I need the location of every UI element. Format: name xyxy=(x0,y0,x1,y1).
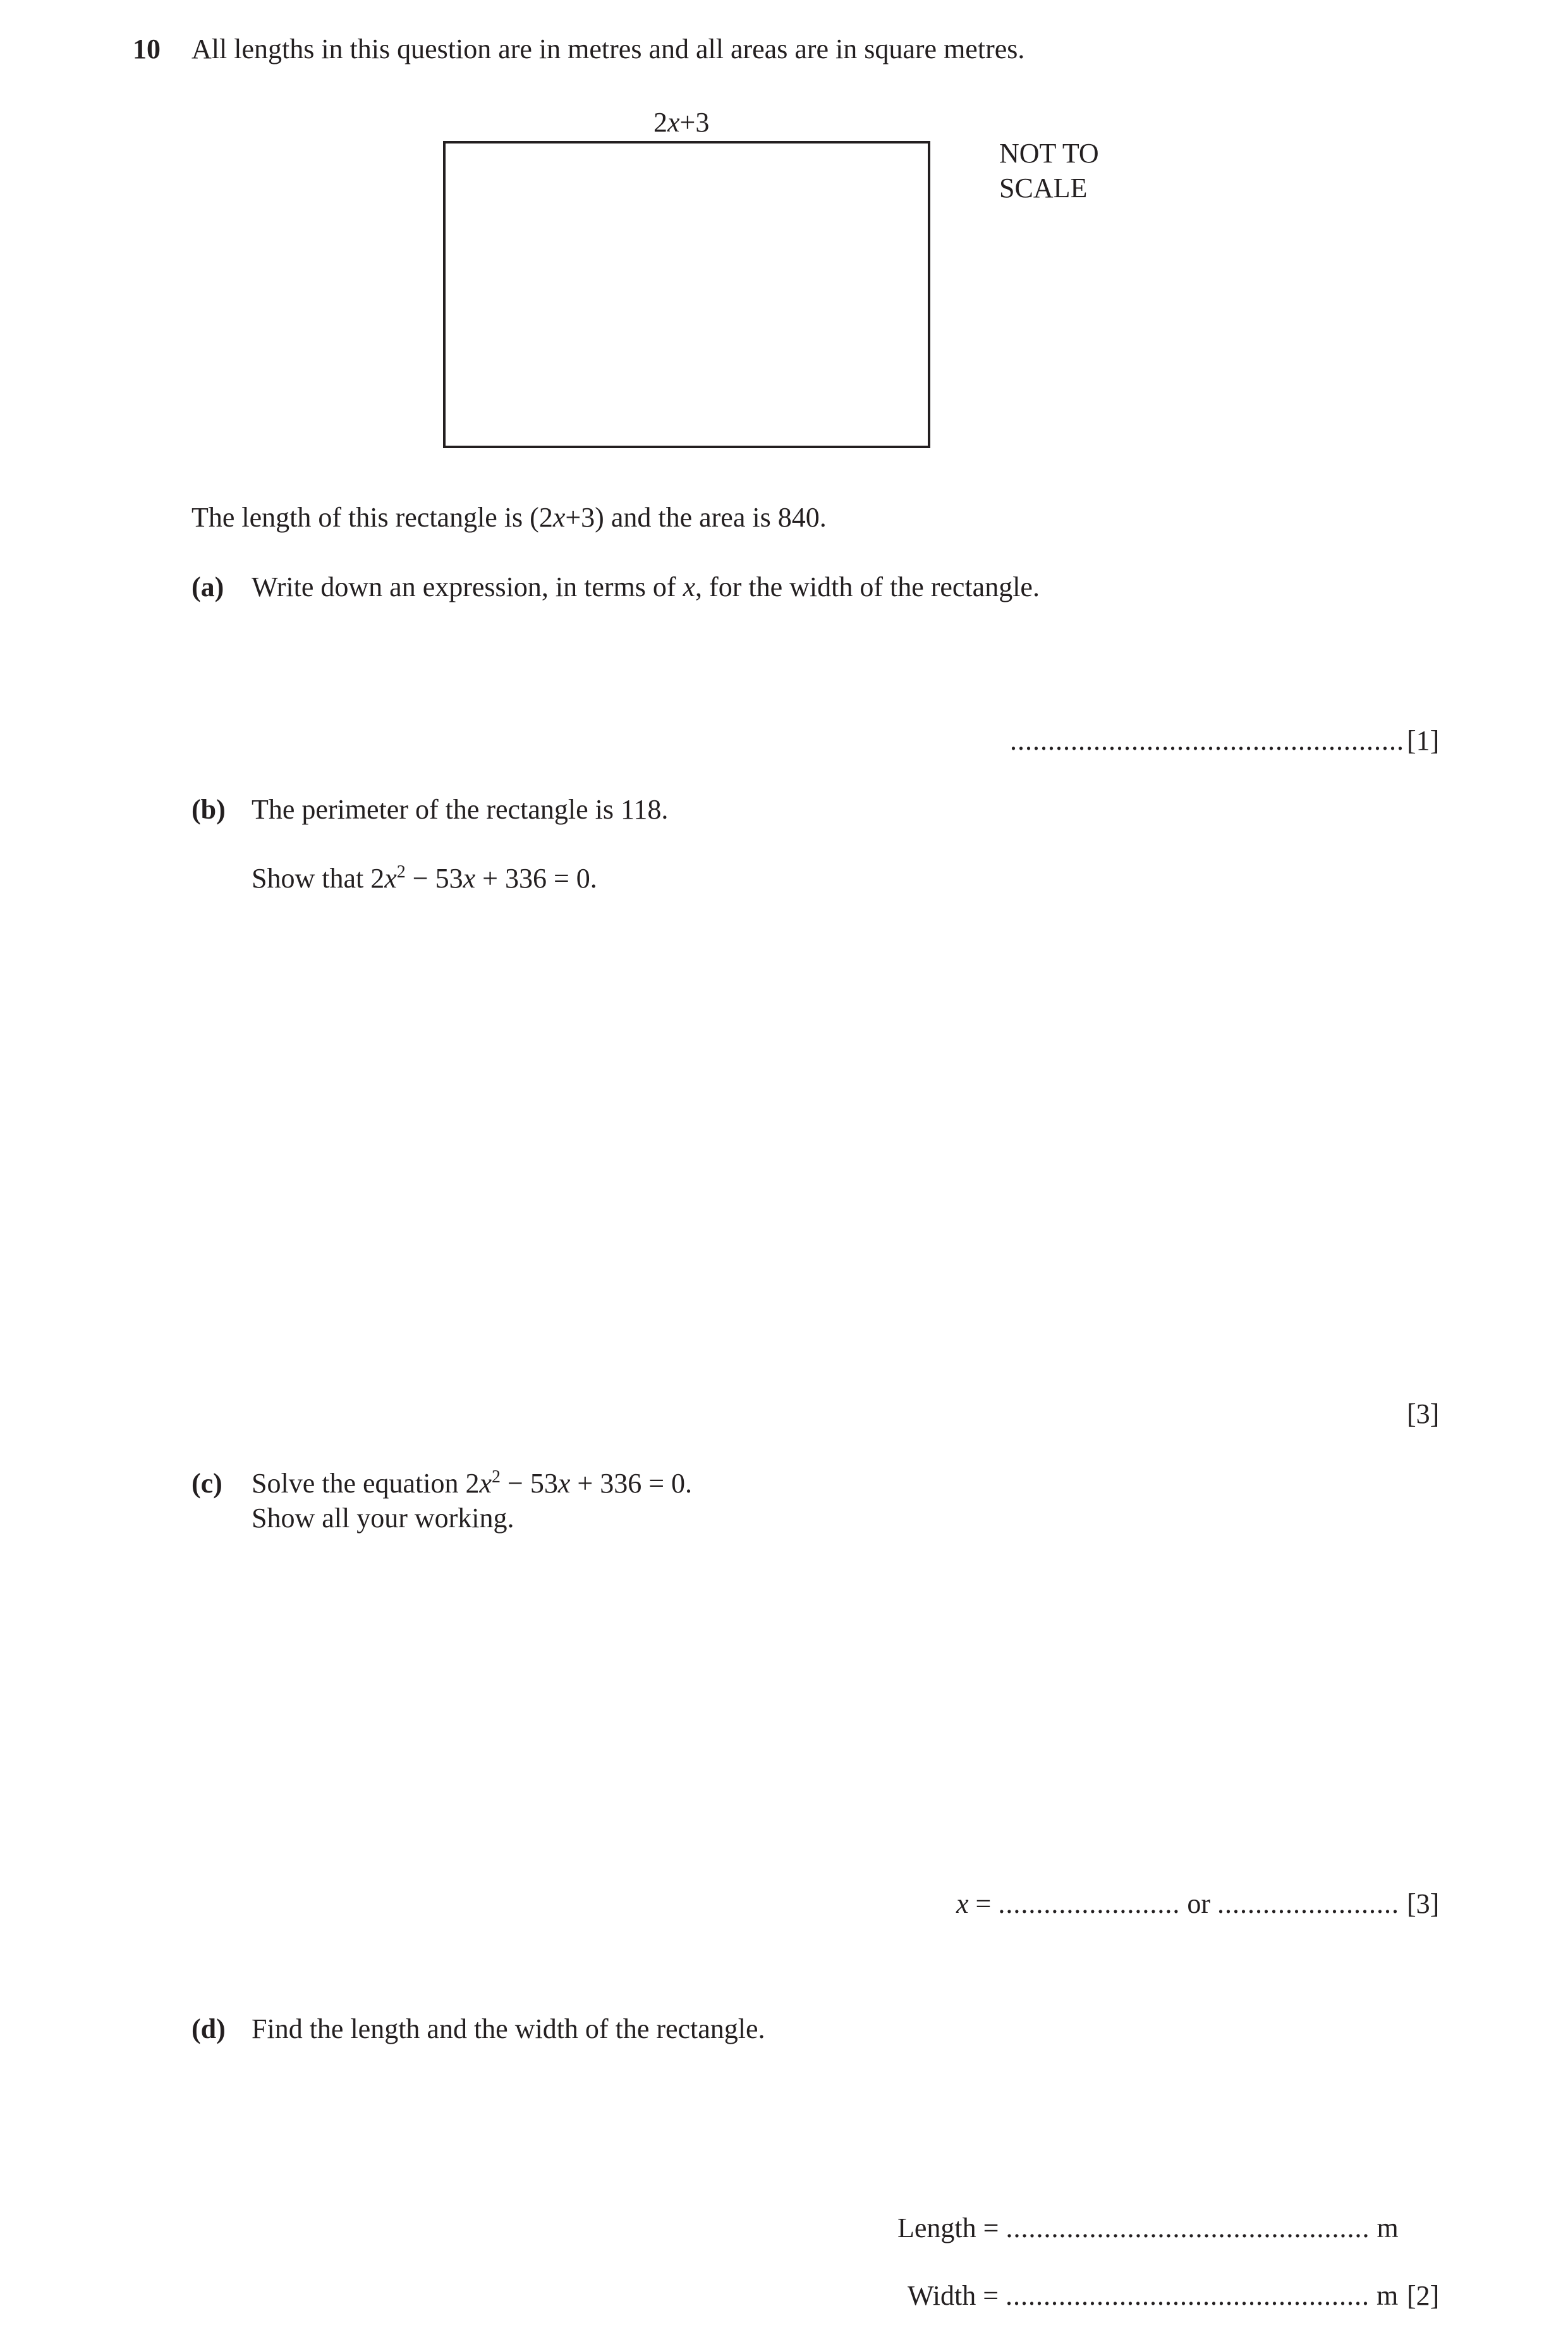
statement-post: +3) and the area is 840. xyxy=(565,502,827,533)
part-c-var2: x xyxy=(557,1468,571,1499)
part-c-line1 xyxy=(252,1467,693,1499)
part-c-answer-row xyxy=(956,1890,1399,1918)
part-a-answer-line[interactable]: .................................................... xyxy=(1010,725,1404,756)
part-c-var: x xyxy=(479,1468,492,1499)
width-answer-line[interactable]: ................................................ xyxy=(1006,2280,1370,2311)
width-answer-row xyxy=(908,2282,1398,2310)
statement-pre: The length of this rectangle is (2 xyxy=(191,502,553,533)
part-c-line2: Show all your working. xyxy=(252,1503,514,1534)
label-const: +3 xyxy=(679,107,710,138)
part-b-mid: − 53 xyxy=(405,863,463,894)
label-var: x xyxy=(667,107,680,138)
part-c-answer-var: x xyxy=(956,1888,969,1919)
part-a-label: (a) xyxy=(191,571,224,602)
part-c-marks: [3] xyxy=(1407,1888,1440,1919)
part-c-post: + 336 = 0. xyxy=(570,1468,693,1499)
length-answer-line[interactable]: ................................................ xyxy=(1006,2212,1370,2243)
part-a-text-pre: Write down an expression, in terms of xyxy=(252,571,683,602)
part-b-var: x xyxy=(384,863,397,894)
part-c-answer-line-1[interactable]: ........................ xyxy=(998,1888,1181,1919)
part-b-label: (b) xyxy=(191,794,226,825)
part-c-answer-or: or xyxy=(1180,1888,1218,1919)
part-a-marks: [1] xyxy=(1407,725,1440,756)
part-d-label: (d) xyxy=(191,2013,226,2044)
part-c-answer-line-2[interactable]: ........................ xyxy=(1217,1888,1400,1919)
length-answer-row xyxy=(897,2214,1399,2242)
part-d-marks: [2] xyxy=(1407,2280,1440,2311)
part-a-text xyxy=(252,573,1040,601)
not-to-scale-line1: NOT TO xyxy=(999,138,1099,169)
part-b-line2 xyxy=(252,862,597,894)
part-b-line2-pre: Show that 2 xyxy=(252,863,385,894)
part-b-var2: x xyxy=(463,863,476,894)
statement-var: x xyxy=(552,502,566,533)
length-label: Length = xyxy=(897,2212,1006,2243)
part-c-line1-pre: Solve the equation 2 xyxy=(252,1468,480,1499)
rectangle-statement xyxy=(191,504,827,532)
length-unit: m xyxy=(1370,2212,1399,2243)
part-c-answer-eq: = xyxy=(968,1888,999,1919)
part-b-post: + 336 = 0. xyxy=(475,863,597,894)
question-intro: All lengths in this question are in metres and all areas are in square metres. xyxy=(191,34,1025,64)
rectangle-length-label xyxy=(653,109,709,137)
not-to-scale-line2: SCALE xyxy=(999,173,1088,204)
part-d-text: Find the length and the width of the rectangle. xyxy=(252,2013,765,2044)
width-label: Width = xyxy=(908,2280,1006,2311)
part-a-text-post: , for the width of the rectangle. xyxy=(695,571,1040,602)
part-c-mid: − 53 xyxy=(501,1468,558,1499)
part-c-label: (c) xyxy=(191,1468,222,1499)
part-a-text-var: x xyxy=(683,571,696,602)
label-coef: 2 xyxy=(653,107,667,138)
question-number: 10 xyxy=(133,34,161,64)
width-unit: m xyxy=(1370,2280,1399,2311)
part-b-line1: The perimeter of the rectangle is 118. xyxy=(252,794,669,825)
part-b-marks: [3] xyxy=(1407,1398,1440,1429)
part-c-exponent: 2 xyxy=(492,1467,501,1487)
rectangle-shape xyxy=(443,141,930,448)
part-b-exponent: 2 xyxy=(396,862,406,882)
